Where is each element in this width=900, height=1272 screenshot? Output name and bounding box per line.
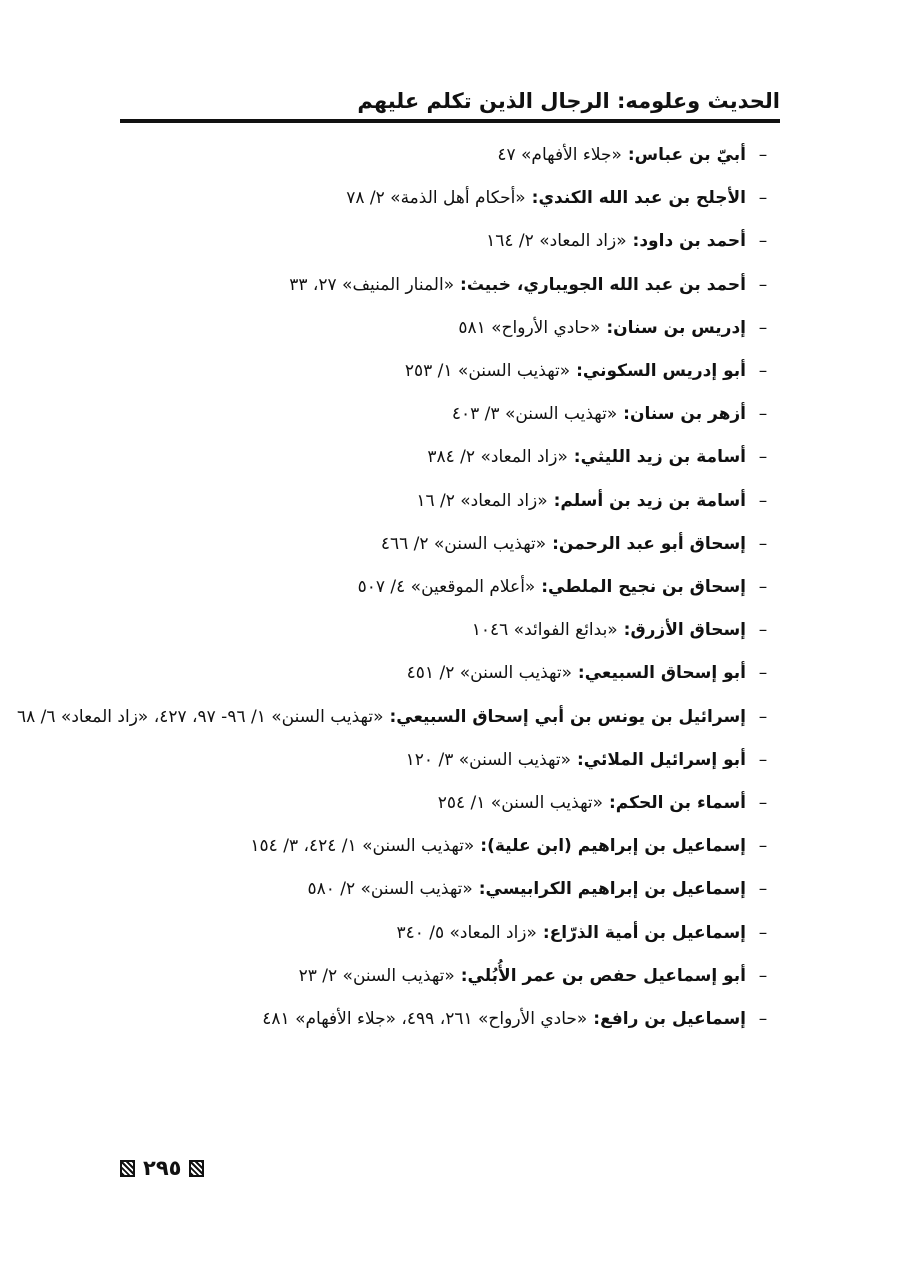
- narrator-name: أحمد بن عبد الله الجويباري، خبيث: [466, 274, 746, 295]
- name-separator: :: [600, 317, 614, 338]
- entry-dash: –: [758, 620, 768, 641]
- source-references: «حادي الأرواح» ٥٨١: [458, 317, 601, 338]
- narrator-name: إسحاق الأزرق: [630, 620, 746, 641]
- source-references: «تهذيب السنن» ١/ ٩٦- ٩٧، ٤٢٧، «زاد المعاد» ٦/ ٦٨: [16, 706, 384, 727]
- entry-dash: –: [758, 490, 768, 511]
- entry-text: [114, 480, 746, 523]
- narrator-name: أحمد بن داود: [639, 231, 746, 252]
- source-references: «تهذيب السنن» ٢/ ٤٥١: [406, 663, 572, 684]
- index-entry: [114, 220, 780, 263]
- entry-dash: –: [758, 577, 768, 598]
- index-entry: [114, 652, 780, 695]
- entry-text: [114, 825, 746, 868]
- source-references: «أحكام أهل الذمة» ٢/ ٧٨: [346, 188, 526, 209]
- entry-dash: –: [758, 231, 768, 252]
- entry-dash: –: [758, 706, 768, 727]
- source-references: «تهذيب السنن» ٣/ ٤٠٣: [451, 404, 618, 425]
- entry-text: [114, 523, 746, 566]
- source-references: «تهذيب السنن» ١/ ٤٢٤، ٣/ ١٥٤: [250, 836, 475, 857]
- narrator-name: أبو إسرائيل الملائي: [583, 749, 746, 770]
- entry-text: [114, 652, 746, 695]
- index-entry-list: [16, 134, 780, 1041]
- index-entry: [114, 350, 780, 393]
- narrator-name: إدريس بن سنان: [613, 317, 746, 338]
- entry-dash: –: [758, 922, 768, 943]
- entry-dash: –: [758, 793, 768, 814]
- narrator-name: أبو إسحاق السبيعي: [584, 663, 746, 684]
- index-entry: [114, 825, 780, 868]
- index-entry: [16, 696, 780, 739]
- name-separator: :: [571, 749, 584, 770]
- source-references: «حادي الأرواح» ٢٦١، ٤٩٩، «جلاء الأفهام» ٤٨١: [262, 1009, 588, 1030]
- source-references: «تهذيب السنن» ٢/ ٥٨٠: [307, 879, 473, 900]
- entry-text: [114, 998, 746, 1041]
- name-separator: :: [617, 404, 630, 425]
- entry-dash: –: [758, 404, 768, 425]
- ornament-right-icon: [189, 1160, 204, 1177]
- narrator-name: إسرائيل بن يونس بن أبي إسحاق السبيعي: [396, 706, 746, 727]
- entry-dash: –: [758, 879, 768, 900]
- entry-dash: –: [758, 663, 768, 684]
- index-entry: [114, 782, 780, 825]
- index-entry: [114, 177, 780, 220]
- narrator-name: أسامة بن زيد الليثي: [580, 447, 746, 468]
- source-references: «زاد المعاد» ٢/ ١٦٤: [486, 231, 627, 252]
- narrator-name: أسامة بن زيد بن أسلم: [560, 490, 746, 511]
- index-entry: [114, 998, 780, 1041]
- narrator-name: أبو إدريس السكوني: [582, 361, 746, 382]
- entry-dash: –: [758, 361, 768, 382]
- name-separator: :: [535, 577, 549, 598]
- entry-dash: –: [758, 447, 768, 468]
- source-references: «تهذيب السنن» ٢/ ٢٣: [298, 965, 455, 986]
- name-separator: :: [454, 965, 468, 986]
- narrator-name: إسماعيل بن رافع: [600, 1009, 746, 1030]
- source-references: «تهذيب السنن» ٢/ ٤٦٦: [380, 533, 547, 554]
- entry-dash: –: [758, 749, 768, 770]
- entry-text: [114, 782, 746, 825]
- page-folio: [120, 1155, 204, 1181]
- entry-text: [114, 566, 746, 609]
- narrator-name: أبو إسماعيل حفص بن عمر الأُبُلي: [467, 965, 746, 986]
- index-entry: [114, 523, 780, 566]
- entry-dash: –: [758, 145, 768, 165]
- narrator-name: إسحاق أبو عبد الرحمن: [558, 533, 746, 554]
- name-separator: :: [525, 188, 539, 209]
- narrator-name: أسماء بن الحكم: [615, 793, 746, 814]
- entry-text: [114, 350, 746, 393]
- source-references: «تهذيب السنن» ١/ ٢٥٤: [437, 793, 604, 814]
- index-entry: [114, 134, 780, 177]
- index-entry: [114, 609, 780, 652]
- entry-text: [114, 134, 746, 177]
- index-entry: [114, 393, 780, 436]
- name-separator: :: [536, 922, 550, 943]
- narrator-name: إسماعيل بن إبراهيم (ابن علية): [487, 836, 746, 857]
- name-separator: :: [472, 879, 486, 900]
- name-separator: :: [603, 793, 616, 814]
- name-separator: :: [546, 533, 559, 554]
- index-entry: [114, 912, 780, 955]
- entry-text: [114, 264, 746, 307]
- index-entry: [114, 739, 780, 782]
- index-entry: [114, 480, 780, 523]
- entry-text: [114, 220, 746, 263]
- entry-text: [114, 393, 746, 436]
- entry-dash: –: [758, 836, 768, 857]
- name-separator: :: [621, 145, 635, 165]
- ornament-left-icon: [120, 1160, 135, 1177]
- source-references: «زاد المعاد» ٢/ ٣٨٤: [427, 447, 568, 468]
- running-header: الحديث وعلومه: الرجال الذين تكلم عليهم: [357, 89, 780, 113]
- entry-text: [114, 436, 746, 479]
- name-separator: :: [570, 361, 583, 382]
- entry-dash: –: [758, 317, 768, 338]
- source-references: «تهذيب السنن» ٣/ ١٢٠: [405, 749, 572, 770]
- entry-dash: –: [758, 533, 768, 554]
- narrator-name: إسحاق بن نجيح الملطي: [548, 577, 746, 598]
- source-references: «زاد المعاد» ٥/ ٣٤٠: [396, 922, 537, 943]
- entry-text: [114, 307, 746, 350]
- entry-text: [114, 868, 746, 911]
- index-entry: [114, 955, 780, 998]
- name-separator: :: [626, 231, 640, 252]
- entry-text: [17, 696, 746, 739]
- entry-dash: –: [758, 274, 768, 295]
- index-entry: [114, 868, 780, 911]
- narrator-name: أبيّ بن عباس: [634, 145, 746, 165]
- name-separator: :: [572, 663, 585, 684]
- source-references: «المنار المنيف» ٢٧، ٣٣: [289, 274, 455, 295]
- source-references: «تهذيب السنن» ١/ ٢٥٣: [404, 361, 571, 382]
- source-references: «بدائع الفوائد» ١٠٤٦: [471, 620, 618, 641]
- narrator-name: أزهر بن سنان: [629, 404, 746, 425]
- entry-text: [114, 912, 746, 955]
- entry-text: [114, 177, 746, 220]
- entry-dash: –: [758, 965, 768, 986]
- source-references: «زاد المعاد» ٢/ ١٦: [416, 490, 548, 511]
- source-references: «جلاء الأفهام» ٤٧: [497, 145, 622, 165]
- header-double-rule: [120, 119, 780, 123]
- source-references: «أعلام الموقعين» ٤/ ٥٠٧: [357, 577, 536, 598]
- name-separator: :: [547, 490, 561, 511]
- name-separator: :: [587, 1009, 601, 1030]
- entry-dash: –: [758, 188, 768, 209]
- page-number: ٢٩٥: [143, 1156, 182, 1180]
- index-entry: [114, 307, 780, 350]
- name-separator: :: [383, 706, 397, 727]
- name-separator: :: [474, 836, 488, 857]
- index-entry: [114, 566, 780, 609]
- entry-text: [114, 739, 746, 782]
- narrator-name: الأجلح بن عبد الله الكندي: [538, 188, 746, 209]
- index-entry: [114, 264, 780, 307]
- narrator-name: إسماعيل بن إبراهيم الكرابيسي: [485, 879, 746, 900]
- entry-dash: –: [758, 1009, 768, 1030]
- name-separator: :: [567, 447, 581, 468]
- entry-text: [114, 609, 746, 652]
- entry-text: [114, 955, 746, 998]
- narrator-name: إسماعيل بن أمية الذرّاع: [549, 922, 746, 943]
- name-separator: :: [617, 620, 631, 641]
- name-separator: :: [454, 274, 467, 295]
- index-entry: [114, 436, 780, 479]
